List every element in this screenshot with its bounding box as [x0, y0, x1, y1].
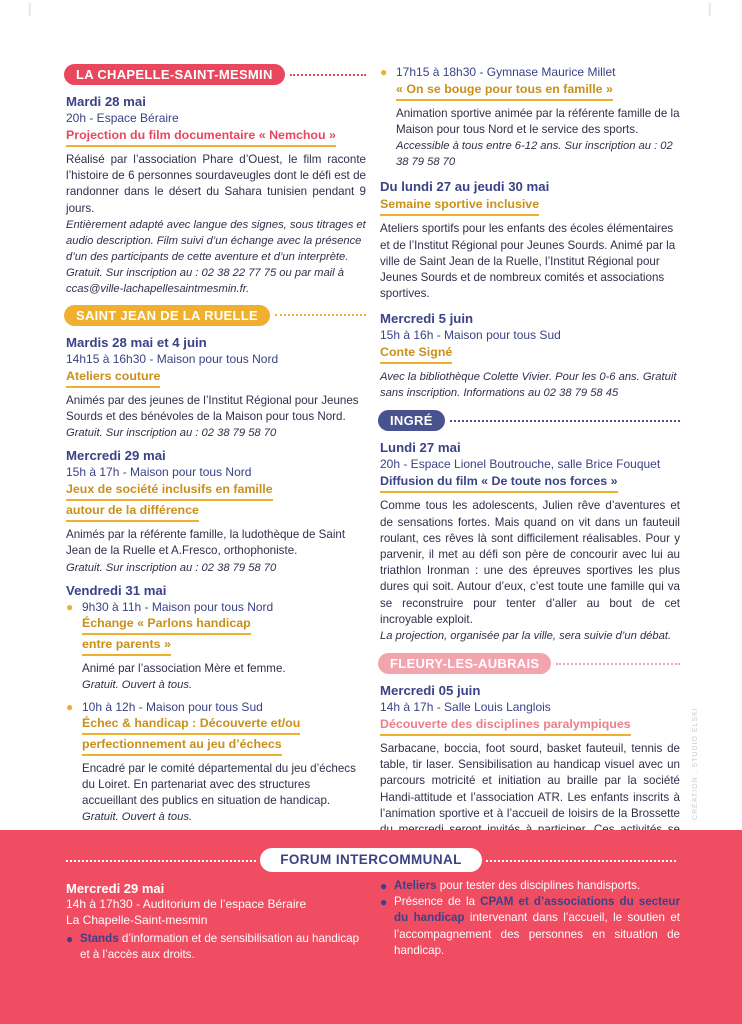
- section-header-saint-jean: [64, 305, 366, 326]
- forum-time: 14h à 17h30 - Auditorium de l’espace Béraire: [66, 897, 307, 911]
- section-title: INGRÉ: [378, 410, 445, 431]
- event-description: Réalisé par l’association Phare d’Ouest, le film raconte l’histoire de 6 personnes sourdaveugles dont le défi est de randonner dans le désert du Sahara tunisien pendant 9 jours.: [66, 153, 366, 215]
- event-title: Échange « Parlons handicap: [82, 615, 251, 635]
- event-title: « On se bouge pour tous en famille »: [396, 81, 613, 101]
- event-title-cont: perfectionnement au jeu d’échecs: [82, 736, 282, 756]
- event-time-place: 15h à 17h - Maison pour tous Nord: [66, 465, 252, 480]
- left-column: [66, 64, 366, 825]
- forum-item-bold: Ateliers: [394, 879, 437, 892]
- dotted-rule: [290, 74, 366, 76]
- event-time-place: 10h à 12h - Maison pour tous Sud: [82, 699, 263, 714]
- event-date: Mercredi 5 juin: [380, 311, 474, 327]
- event-time-place: 20h - Espace Lionel Boutrouche, salle Brice Fouquet: [380, 457, 661, 472]
- forum-banner: [0, 830, 742, 1024]
- forum-right: [380, 878, 680, 959]
- forum-item-bold: Stands: [80, 932, 119, 945]
- event-description: Animation sportive animée par la référente famille de la Maison pour tous Nord et le service des sports.: [396, 107, 680, 137]
- event-description: Sarbacane, boccia, foot sourd, basket fauteuil, tennis de table, tir laser. Sensibilisation au handicap visuel avec un parcours motricité et initiation au braille par la société Handi-attitude et l’association ATR. Les enfants inscrits à l’animation sportive et à l’accueil de loisirs de la Brossette: [380, 742, 680, 820]
- crop-mark: |: [28, 0, 32, 16]
- forum-left: [66, 880, 366, 963]
- event-title: Diffusion du film « De toute nos forces »: [380, 473, 618, 493]
- dotted-rule: [66, 860, 256, 862]
- bullet-dot-icon: ●: [66, 599, 74, 614]
- sub-event: [66, 599, 366, 693]
- event-note: Gratuit. Sur inscription au : 02 38 79 58 70: [66, 427, 277, 440]
- event-description: Animé par l’association Mère et femme.: [82, 661, 286, 675]
- forum-item: [380, 894, 680, 959]
- event-date: Mercredi 05 juin: [380, 683, 481, 699]
- event-note: Gratuit. Ouvert à tous.: [82, 811, 193, 824]
- right-column: [380, 64, 680, 854]
- event-description: Comme tous les adolescents, Julien rêve d’aventures et de sensations fortes. Mais quand on vit dans un fauteuil roulant, ces rêves là sont difficilement réalisables. Pour y parvenir, il met au défi son père de concourir avec lui au triathlon Ironman : une des épreuves sportives les plus dures qui soit. Autour d’eux, c’est toute une famille qui va se reconstruire pour tenter d’aller au bout de cet incroyable exploit.: [380, 499, 680, 626]
- event-date: Mercredi 29 mai: [66, 448, 166, 464]
- event-note: Accessible à tous entre 6-12 ans. Sur inscription au : 02 38 79 58 70: [396, 140, 673, 169]
- bullet-dot-icon: ●: [66, 699, 74, 714]
- event-description: Ateliers sportifs pour les enfants des écoles élémentaires et de l’Institut Régional pour Jeunes Sourds. Animé par la ville de Saint Jean de la Ruelle, l’Institut Régional pour Jeunes Sourds et de nombreux comités et associations sportives.: [380, 222, 676, 301]
- event-date: Lundi 27 mai: [380, 440, 461, 456]
- event-title: Conte Signé: [380, 344, 452, 364]
- event-note: Entièrement adapté avec langue des signes, sous titrages et audio description. Film suivi d’un échange avec la présence d’un des participants de cette aventure et d’un interprète.: [66, 218, 366, 263]
- event-description: Animés par des jeunes de l’Institut Régional pour Jeunes Sourds et des bénévoles de la Maison pour tous Nord.: [66, 393, 359, 424]
- event-title: Semaine sportive inclusive: [380, 196, 539, 216]
- event-date: Du lundi 27 au jeudi 30 mai: [380, 179, 550, 195]
- event-time-place: 15h à 16h - Maison pour tous Sud: [380, 328, 561, 343]
- forum-date: Mercredi 29 mai: [66, 881, 165, 896]
- bullet-dot-icon: ●: [380, 895, 388, 910]
- event-date: Vendredi 31 mai: [66, 582, 167, 598]
- event-note: Gratuit. Sur inscription au : 02 38 79 58 70: [66, 561, 277, 574]
- event-time-place: 14h à 17h - Salle Louis Langlois: [380, 700, 551, 715]
- event-title: Échec & handicap : Découverte et/ou: [82, 715, 300, 735]
- section-header-ingre: [378, 410, 680, 431]
- design-credit: CRÉATION : STUDIO ELSKI: [692, 707, 699, 820]
- bullet-dot-icon: ●: [66, 932, 74, 946]
- sub-event: [66, 699, 366, 826]
- section-title: FLEURY-LES-AUBRAIS: [378, 653, 551, 674]
- section-header-chapelle: [64, 64, 366, 85]
- event-time-place: 9h30 à 11h - Maison pour tous Nord: [82, 599, 274, 614]
- bullet-dot-icon: ●: [380, 65, 388, 79]
- event-title: Jeux de société inclusifs en famille: [66, 481, 273, 501]
- forum-item-bold: CPAM et d’associations du secteur du handicap: [394, 895, 680, 925]
- event-time-place: 17h15 à 18h30 - Gymnase Maurice Millet: [396, 65, 616, 79]
- forum-item-text: pour tester des disciplines handisports.: [436, 879, 641, 892]
- forum-title: FORUM INTERCOMMUNAL: [260, 848, 482, 872]
- event-note: La projection, organisée par la ville, sera suivie d’un débat.: [380, 630, 672, 643]
- event-title: Ateliers couture: [66, 368, 160, 388]
- section-title: LA CHAPELLE-SAINT-MESMIN: [64, 64, 285, 85]
- forum-item-text: intervenant dans l’accueil, le soutien et l’accompagnement des personnes en situation de handicap.: [394, 911, 681, 957]
- dotted-rule: [275, 314, 366, 316]
- event-note: Gratuit. Ouvert à tous.: [82, 678, 193, 691]
- dotted-rule: [486, 860, 676, 862]
- event-title: Projection du film documentaire « Nemchou »: [66, 127, 336, 147]
- event-title-cont: autour de la différence: [66, 502, 199, 522]
- dotted-rule: [450, 420, 680, 422]
- event-description: Encadré par le comité départemental du jeu d’échecs du Loiret. En partenariat avec des structures accueillant des publics en situation de handicap.: [82, 761, 356, 808]
- event-date: Mardi 28 mai: [66, 94, 146, 109]
- event-date: Mardis 28 mai et 4 juin: [66, 334, 207, 350]
- forum-item-text: d’information et de sensibilisation au handicap et à l’accès aux droits.: [80, 932, 360, 962]
- crop-mark: |: [708, 0, 712, 16]
- forum-item: [66, 931, 366, 963]
- event-description: Animés par la référente famille, la ludothèque de Saint Jean de la Ruelle et A.Fresco, orthophoniste.: [66, 528, 346, 558]
- event-title-cont: entre parents »: [82, 636, 171, 656]
- forum-place: La Chapelle-Saint-mesmin: [66, 912, 208, 927]
- event-title: Découverte des disciplines paralympiques: [380, 716, 631, 736]
- event-time-place: 14h15 à 16h30 - Maison pour tous Nord: [66, 351, 279, 366]
- event-contact: Gratuit. Sur inscription au : 02 38 22 77 75 ou par mail à ccas@ville-lachapellesaintmesmin.fr.: [66, 266, 344, 295]
- dotted-rule: [556, 663, 680, 665]
- section-header-fleury: [378, 653, 680, 674]
- event-note: Avec la bibliothèque Colette Vivier. Pour les 0-6 ans. Gratuit sans inscription. Informations au 02 38 79 58 45: [380, 371, 677, 400]
- sub-event: [380, 64, 680, 170]
- event-time-place: 20h - Espace Béraire: [66, 111, 179, 125]
- section-title: SAINT JEAN DE LA RUELLE: [64, 305, 270, 326]
- bullet-dot-icon: ●: [380, 879, 388, 893]
- forum-item: [380, 878, 680, 894]
- forum-item-text: Présence de la: [394, 895, 481, 909]
